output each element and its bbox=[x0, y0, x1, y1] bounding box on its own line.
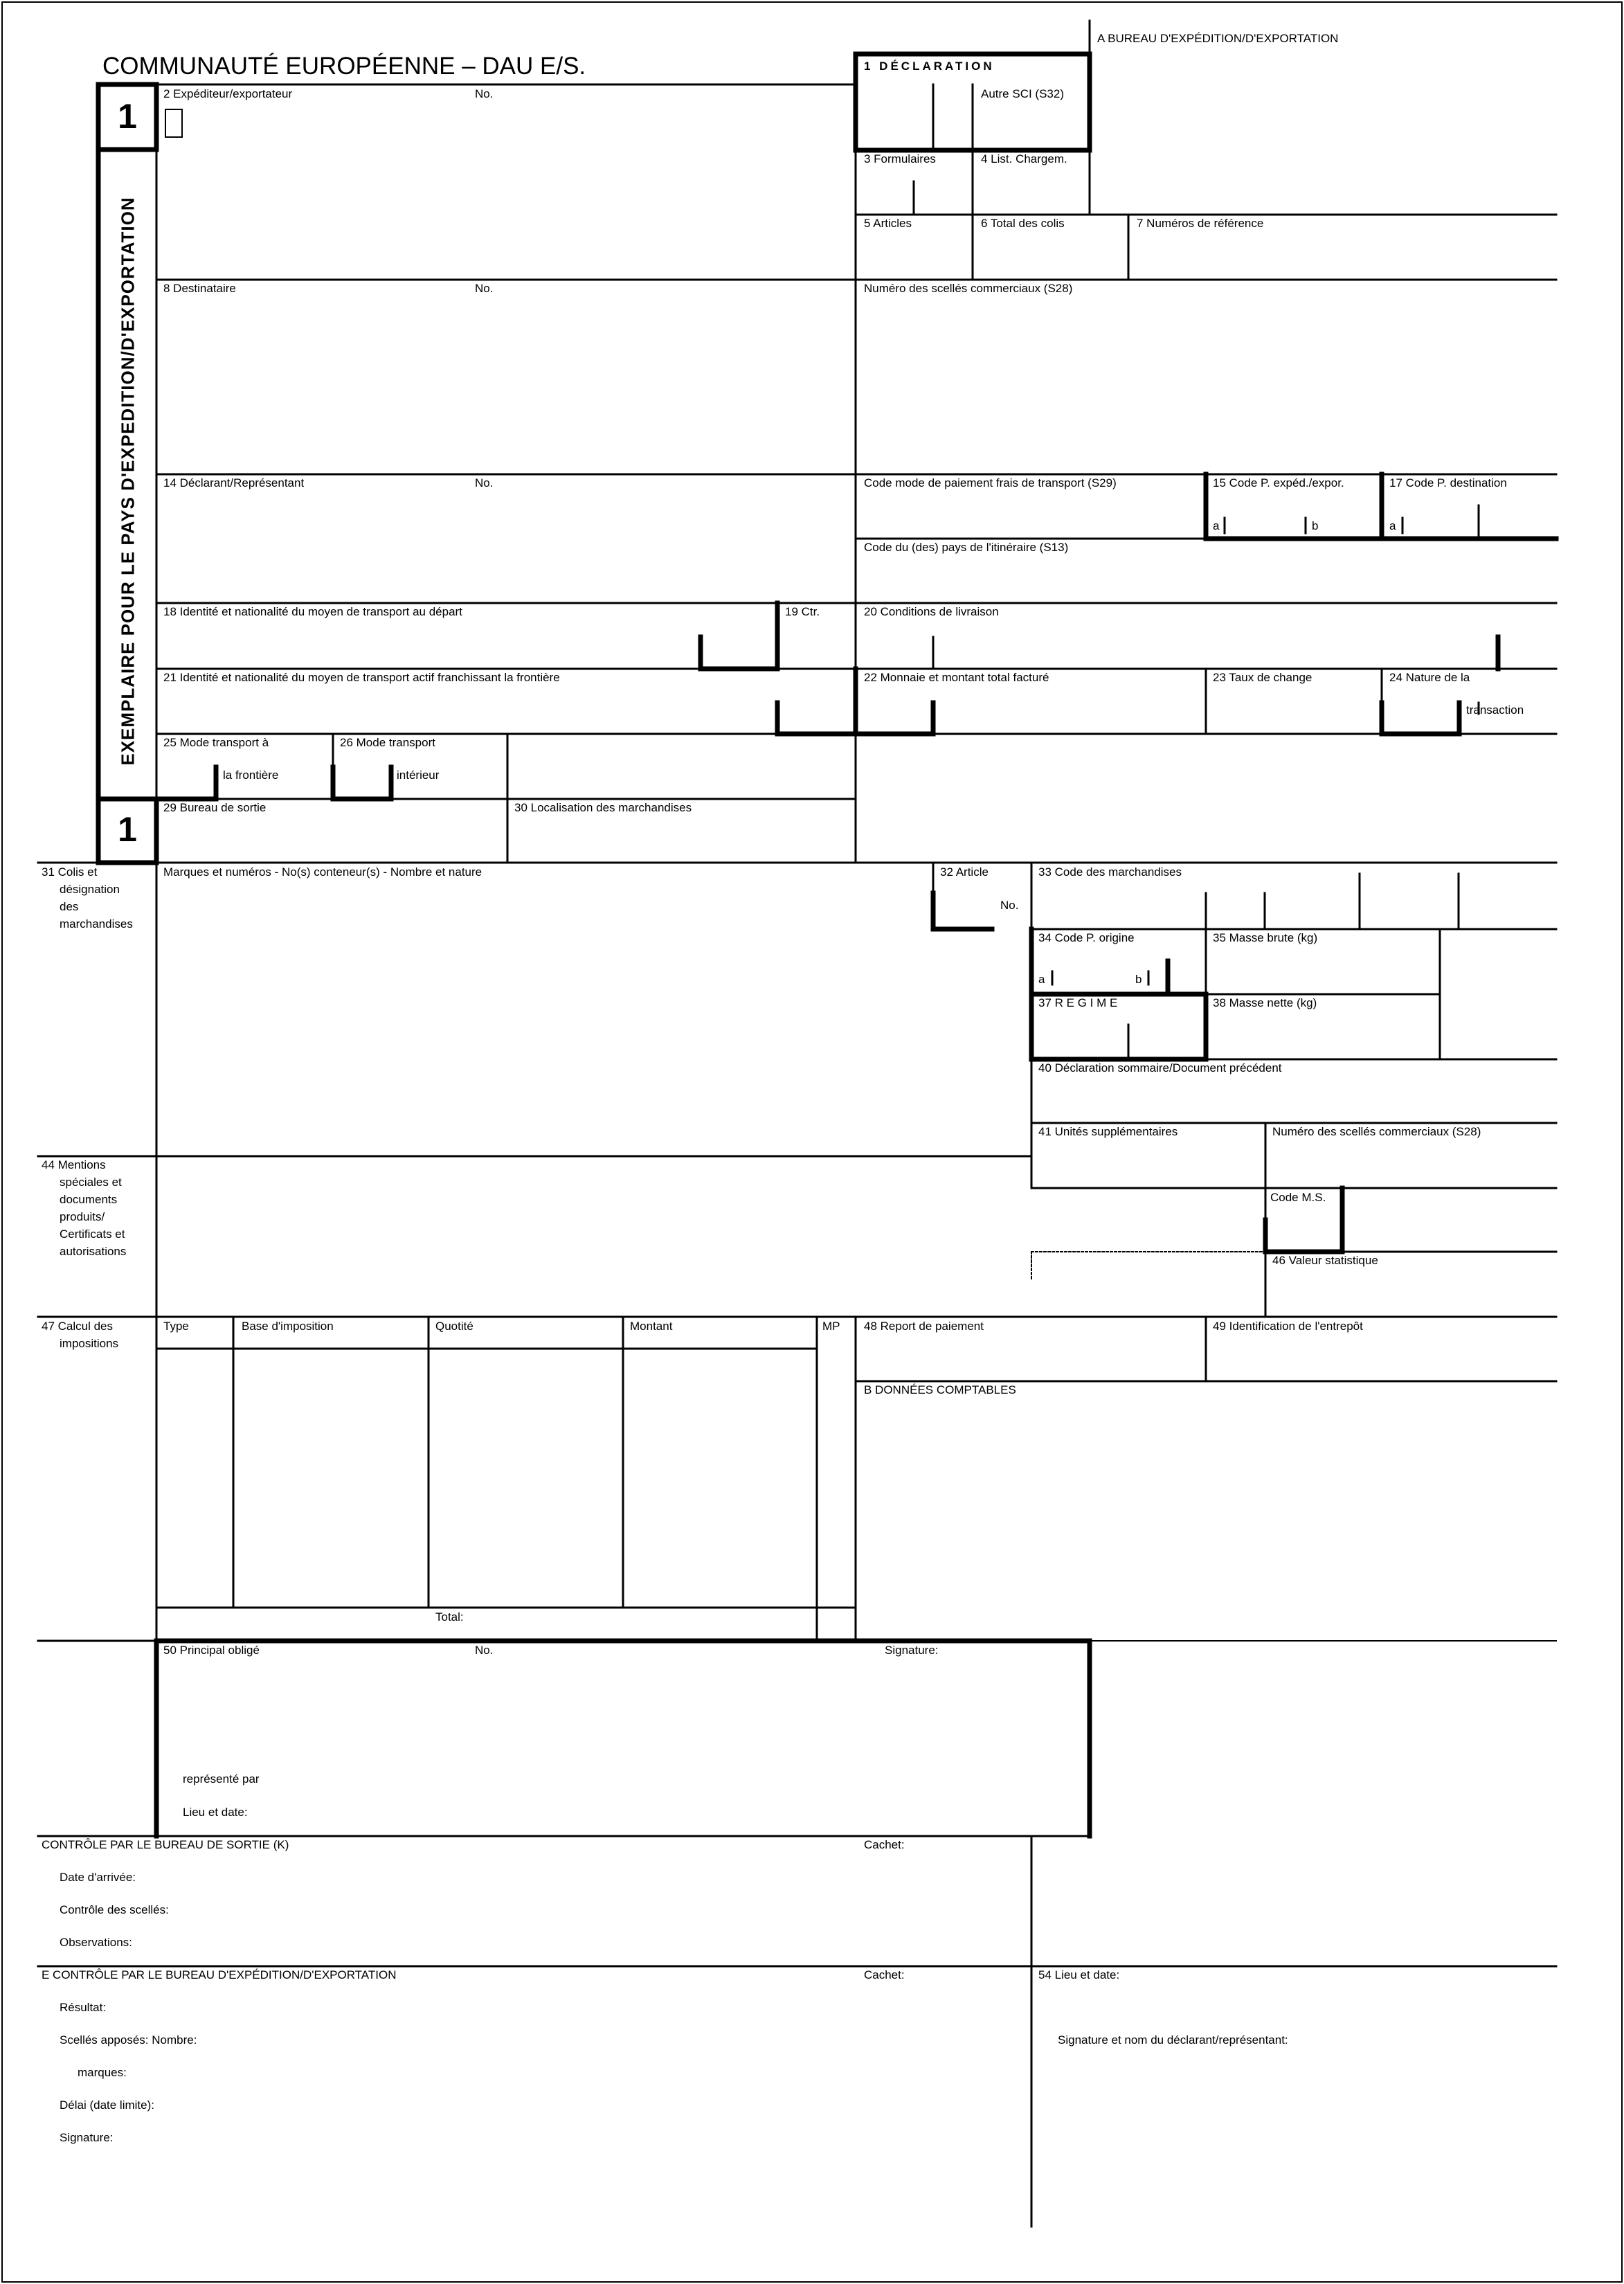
vertical-copy-label: EXEMPLAIRE POUR LE PAYS D'EXPEDITION/D'EXPORTATION bbox=[117, 197, 138, 766]
box-23-label: 23 Taux de change bbox=[1213, 671, 1312, 684]
box-24-label: 24 Nature de la bbox=[1389, 671, 1470, 684]
box-15-b: b bbox=[1312, 519, 1319, 532]
box-35-label: 35 Masse brute (kg) bbox=[1213, 931, 1318, 944]
box-48-label: 48 Report de paiement bbox=[864, 1320, 984, 1333]
box-44-line-6: autorisations bbox=[60, 1245, 127, 1258]
controle-e-title: E CONTRÔLE PAR LE BUREAU D'EXPÉDITION/D'EXPORTATION bbox=[42, 1968, 397, 1981]
box-8-label: 8 Destinataire bbox=[163, 282, 236, 295]
box-38-label: 38 Masse nette (kg) bbox=[1213, 996, 1317, 1009]
scelles-mid-label: Numéro des scellés commerciaux (S28) bbox=[1272, 1125, 1481, 1138]
box-34-a: a bbox=[1038, 973, 1045, 986]
autre-sci-label: Autre SCI (S32) bbox=[981, 87, 1064, 100]
controle-e-cachet: Cachet: bbox=[864, 1968, 905, 1981]
box-31-line-4: marchandises bbox=[60, 917, 133, 930]
box-31-line-1: 31 Colis et bbox=[42, 865, 98, 879]
col-base: Base d'imposition bbox=[242, 1320, 334, 1333]
box-26-sub: intérieur bbox=[397, 768, 440, 782]
box-50-no-label: No. bbox=[475, 1644, 494, 1657]
box-2-label: 2 Expéditeur/exportateur bbox=[163, 87, 293, 100]
copy-number-top: 1 bbox=[118, 97, 137, 136]
code-paiement-label: Code mode de paiement frais de transport (S29) bbox=[864, 476, 1117, 489]
form-title: COMMUNAUTÉ EUROPÉENNE – DAU E/S. bbox=[102, 53, 586, 80]
code-itineraire-label: Code du (des) pays de l'itinéraire (S13) bbox=[864, 541, 1069, 554]
box-3-label: 3 Formulaires bbox=[864, 152, 936, 165]
box-7-label: 7 Numéros de référence bbox=[1137, 217, 1264, 230]
col-mp: MP bbox=[822, 1320, 840, 1333]
scelles-top-label: Numéro des scellés commerciaux (S28) bbox=[864, 282, 1073, 295]
code-ms-label: Code M.S. bbox=[1270, 1191, 1326, 1204]
box-b-label: B DONNÉES COMPTABLES bbox=[864, 1383, 1016, 1396]
box-25-label: 25 Mode transport à bbox=[163, 736, 269, 749]
box-25-sub: la frontière bbox=[223, 768, 279, 782]
marques-e-label: marques: bbox=[78, 2066, 127, 2079]
delai-label: Délai (date limite): bbox=[60, 2098, 154, 2112]
box-1-label: 1 DÉCLARATION bbox=[864, 60, 995, 73]
box-18-label: 18 Identité et nationalité du moyen de transport au départ bbox=[163, 605, 462, 618]
controle-k-cachet: Cachet: bbox=[864, 1838, 905, 1851]
box-44-line-2: spéciales et bbox=[60, 1176, 122, 1189]
box-33-label: 33 Code des marchandises bbox=[1038, 865, 1182, 879]
exporter-checkbox[interactable] bbox=[165, 109, 183, 138]
box-14-label: 14 Déclarant/Représentant bbox=[163, 476, 305, 489]
total-label: Total: bbox=[435, 1610, 464, 1624]
box-24-sub: transaction bbox=[1466, 703, 1524, 717]
box-40-label: 40 Déclaration sommaire/Document précédent bbox=[1038, 1061, 1282, 1074]
col-quotite: Quotité bbox=[435, 1320, 473, 1333]
represente-label: représenté par bbox=[183, 1772, 260, 1786]
box-30-label: 30 Localisation des marchandises bbox=[514, 801, 692, 814]
controle-scelles-label: Contrôle des scellés: bbox=[60, 1903, 169, 1916]
box-4-label: 4 List. Chargem. bbox=[981, 152, 1067, 165]
box-15-a: a bbox=[1213, 519, 1220, 532]
box-5-label: 5 Articles bbox=[864, 217, 912, 230]
box-8-no-label: No. bbox=[475, 282, 494, 295]
box-31-line-3: des bbox=[60, 900, 79, 913]
controle-k-title: CONTRÔLE PAR LE BUREAU DE SORTIE (K) bbox=[42, 1838, 289, 1851]
signature-50-label: Signature: bbox=[885, 1644, 939, 1657]
box-32-label: 32 Article bbox=[940, 865, 989, 879]
box-20-label: 20 Conditions de livraison bbox=[864, 605, 999, 618]
box-34-b: b bbox=[1135, 973, 1142, 986]
box-21-label: 21 Identité et nationalité du moyen de transport actif franchissant la frontière bbox=[163, 671, 560, 684]
box-19-label: 19 Ctr. bbox=[785, 605, 820, 618]
scelles-apposes-label: Scellés apposés: Nombre: bbox=[60, 2033, 197, 2047]
box-50-label: 50 Principal obligé bbox=[163, 1644, 260, 1657]
marques-label: Marques et numéros - No(s) conteneur(s) - Nombre et nature bbox=[163, 865, 482, 879]
box-47-line-2: impositions bbox=[60, 1337, 119, 1350]
lieu-date-label: Lieu et date: bbox=[183, 1806, 248, 1819]
resultat-label: Résultat: bbox=[60, 2001, 107, 2014]
box-32-no: No. bbox=[1000, 899, 1019, 912]
box-15-label: 15 Code P. expéd./expor. bbox=[1213, 476, 1344, 489]
box-2-no-label: No. bbox=[475, 87, 494, 100]
col-type: Type bbox=[163, 1320, 189, 1333]
box-a-label: A BUREAU D'EXPÉDITION/D'EXPORTATION bbox=[1097, 32, 1339, 45]
box-44-line-3: documents bbox=[60, 1193, 118, 1206]
box-49-label: 49 Identification de l'entrepôt bbox=[1213, 1320, 1363, 1333]
date-arrivee-label: Date d'arrivée: bbox=[60, 1871, 136, 1884]
box-26-label: 26 Mode transport bbox=[340, 736, 435, 749]
box-44-line-4: produits/ bbox=[60, 1210, 105, 1223]
observations-label: Observations: bbox=[60, 1936, 132, 1949]
box-47-line-1: 47 Calcul des bbox=[42, 1320, 114, 1333]
box-46-label: 46 Valeur statistique bbox=[1272, 1254, 1378, 1267]
box-6-label: 6 Total des colis bbox=[981, 217, 1065, 230]
box-54-signature-label: Signature et nom du déclarant/représentant: bbox=[1058, 2033, 1288, 2047]
box-29-label: 29 Bureau de sortie bbox=[163, 801, 267, 814]
box-41-label: 41 Unités supplémentaires bbox=[1038, 1125, 1178, 1138]
box-17-label: 17 Code P. destination bbox=[1389, 476, 1507, 489]
box-34-label: 34 Code P. origine bbox=[1038, 931, 1135, 944]
box-17-a: a bbox=[1389, 519, 1396, 532]
box-44-line-5: Certificats et bbox=[60, 1228, 125, 1241]
signature-e-label: Signature: bbox=[60, 2131, 114, 2144]
box-14-no-label: No. bbox=[475, 476, 494, 489]
col-montant: Montant bbox=[630, 1320, 673, 1333]
box-37-label: 37 R E G I M E bbox=[1038, 996, 1118, 1009]
copy-number-bottom: 1 bbox=[118, 810, 137, 849]
box-44-line-1: 44 Mentions bbox=[42, 1158, 106, 1171]
box-31-line-2: désignation bbox=[60, 883, 120, 896]
box-54-label: 54 Lieu et date: bbox=[1038, 1968, 1120, 1981]
box-22-label: 22 Monnaie et montant total facturé bbox=[864, 671, 1049, 684]
